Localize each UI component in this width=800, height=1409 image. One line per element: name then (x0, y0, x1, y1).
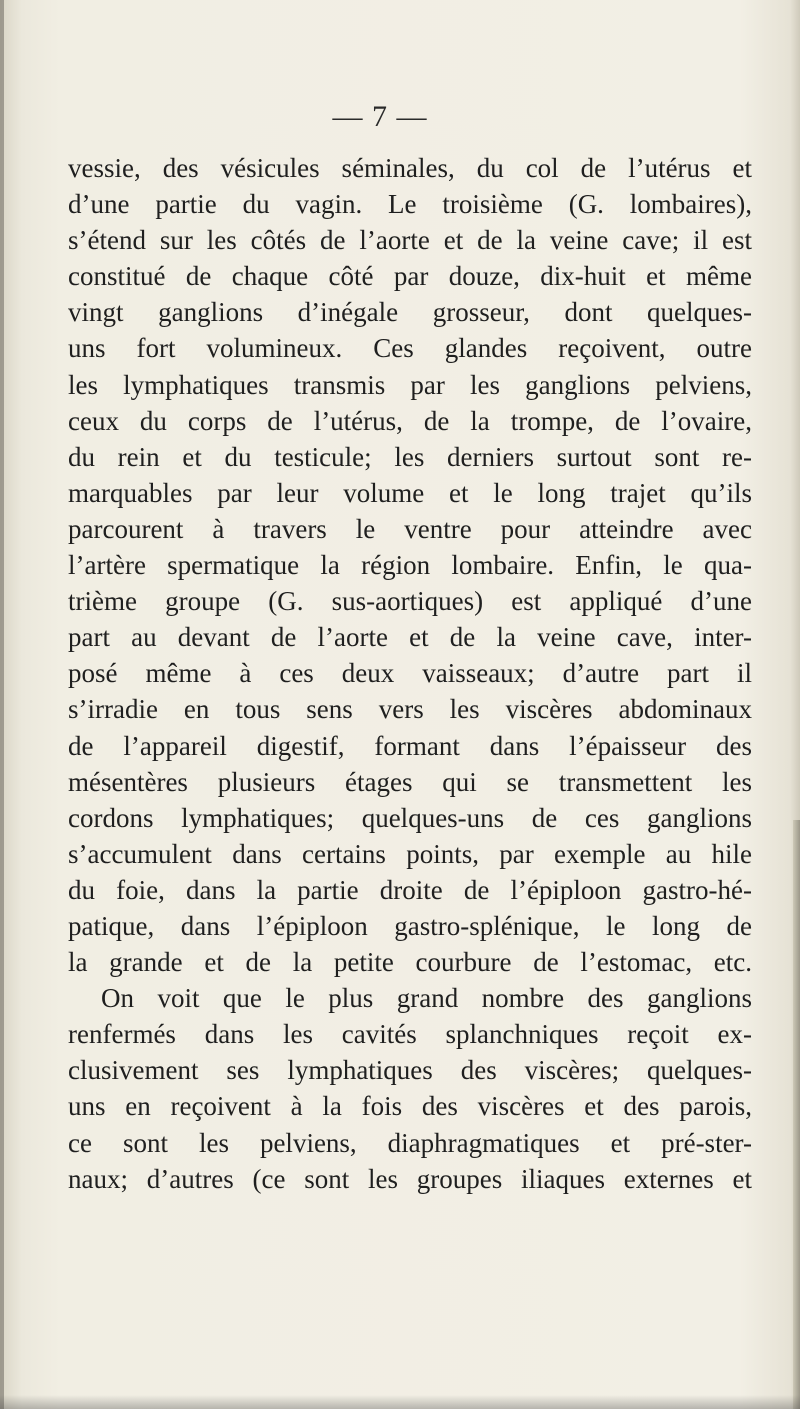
text-line: trième groupe (G. sus-aortiques) est appliqué d’une (68, 586, 752, 617)
text-line: ce sont les pelviens, diaphragmatiques et pré-ster- (68, 1127, 752, 1158)
text-line: la grande et de la petite courbure de l’estomac, etc. (68, 947, 752, 978)
text-line: uns fort volumineux. Ces glandes reçoivent, outre (68, 333, 752, 364)
text-line: s’irradie en tous sens vers les viscères abdominaux (68, 694, 752, 725)
page-number: — 7 — (332, 100, 428, 133)
text-line: parcourent à travers le ventre pour atteindre avec (68, 513, 752, 544)
text-line: renfermés dans les cavités splanchniques reçoit ex- (68, 1019, 752, 1050)
page-bottom-shadow (0, 1395, 800, 1409)
text-line: constitué de chaque côté par douze, dix-huit et même (68, 261, 752, 292)
text-line: s’accumulent dans certains points, par exemple au hile (68, 838, 752, 869)
text-line: naux; d’autres (ce sont les groupes iliaques externes et (68, 1163, 752, 1194)
page-binding-edge-right (793, 820, 800, 1409)
text-line: l’artère spermatique la région lombaire. Enfin, le qua- (68, 550, 752, 581)
text-line: du foie, dans la partie droite de l’épiploon gastro-hé- (68, 874, 752, 905)
paragraph-first-line: On voit que le plus grand nombre des ganglions (101, 983, 752, 1014)
text-line: marquables par leur volume et le long trajet qu’ils (68, 477, 752, 508)
text-line: uns en reçoivent à la fois des viscères et des parois, (68, 1091, 752, 1122)
text-line: du rein et du testicule; les derniers surtout sont re- (68, 441, 752, 472)
text-line: d’une partie du vagin. Le troisième (G. lombaires), (68, 189, 752, 220)
text-line: patique, dans l’épiploon gastro-splénique, le long de (68, 910, 752, 941)
text-line: clusivement ses lymphatiques des viscères; quelques- (68, 1055, 752, 1086)
text-line: cordons lymphatiques; quelques-uns de ces ganglions (68, 802, 752, 833)
page-binding-edge-left (0, 0, 4, 1409)
text-line: de l’appareil digestif, formant dans l’épaisseur des (68, 730, 752, 761)
body-text (68, 150, 752, 1197)
text-line: mésentères plusieurs étages qui se transmettent les (68, 766, 752, 797)
text-line: vessie, des vésicules séminales, du col de l’utérus et (68, 153, 752, 183)
text-line: les lymphatiques transmis par les ganglions pelviens, (68, 369, 752, 400)
text-line: part au devant de l’aorte et de la veine cave, inter- (68, 622, 752, 653)
text-line: posé même à ces deux vaisseaux; d’autre part il (68, 658, 752, 689)
text-line: vingt ganglions d’inégale grosseur, dont quelques- (68, 297, 752, 328)
text-line: ceux du corps de l’utérus, de la trompe, de l’ovaire, (68, 405, 752, 436)
text-line: s’étend sur les côtés de l’aorte et de la veine cave; il est (68, 225, 752, 256)
